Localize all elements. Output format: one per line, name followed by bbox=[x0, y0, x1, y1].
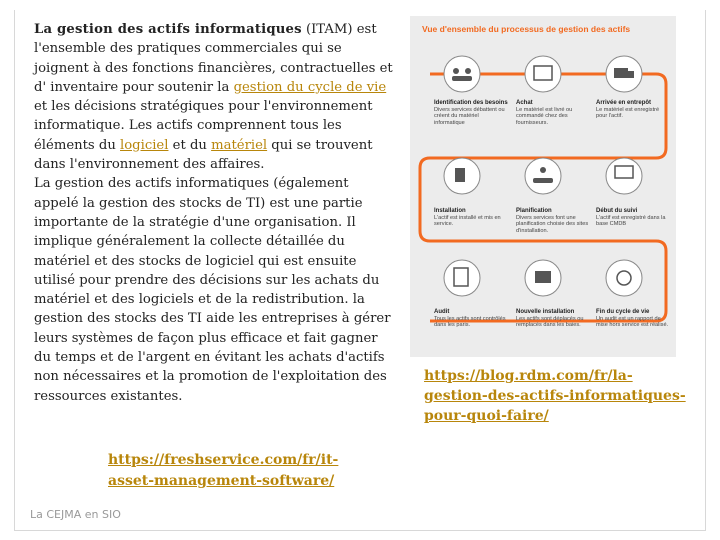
process-infographic bbox=[410, 16, 676, 357]
text-segment: est l'ensemble des pratiques commerciales qui se joignent à des fonctions financières, contractuelles et d' inventaire pour soutenir la bbox=[34, 22, 393, 95]
step-fin-cycle: Fin du cycle de vie Un audit est un rapport de mise hors service est réalisé. bbox=[596, 309, 669, 329]
slide-border-right bbox=[705, 10, 706, 530]
step-nouvelle-installation: Nouvelle installation Les actifs sont déplacés ou remplacés dans les baies. bbox=[516, 309, 584, 329]
link-software[interactable]: logiciel bbox=[120, 137, 169, 153]
process-path bbox=[410, 16, 676, 357]
paragraph-definition bbox=[34, 20, 394, 174]
paragraph-importance: La gestion des actifs informatiques (également appelé la gestion des stocks de TI) est une partie importante de la stratégie d'une organisation. Il implique généralement la collecte détaillée du matériel et des stocks de logiciel qui est ensuite utilisé pour prendre des décisions sur les achats du matériel et des logiciels et de la redistribution. la gestion des stocks des TI aide les entreprises à gérer leurs systèmes de façon plus efficace et fait gagner du temps et de l'argent en évitant les achats d'actifs non nécessaires et la promotion de l'exploitation des ressources existantes. bbox=[34, 176, 391, 404]
slide-border-left bbox=[14, 10, 15, 530]
footer-label: La CEJMA en SIO bbox=[30, 508, 121, 521]
main-text-block bbox=[34, 20, 394, 406]
slide-border-bottom bbox=[14, 530, 706, 531]
step-achat: Achat Le matériel est livré ou commandé chez des fournisseurs. bbox=[516, 100, 573, 126]
text-segment: qui se trouvent dans l'environnement des affaires. bbox=[34, 137, 373, 173]
itam-acronym: (ITAM) bbox=[301, 22, 353, 37]
infographic-title: Vue d'ensemble du processus de gestion des actifs bbox=[422, 24, 631, 34]
step-planification: Planification Divers services font une planification choisie des sites d'installation. bbox=[516, 208, 589, 234]
step-suivi: Début du suivi L'actif est enregistré dans la base CMDB bbox=[596, 208, 666, 228]
step-arrivee: Arrivée en entrepôt Le matériel est enregistré pour l'actif. bbox=[596, 100, 660, 120]
link-hardware[interactable]: matériel bbox=[211, 137, 268, 153]
itam-title: La gestion des actifs informatiques bbox=[34, 22, 302, 37]
step-identification: Identification des besoins Divers services débattent ou créent du matériel informatique bbox=[434, 100, 508, 126]
step-installation: Installation L'actif est installé et mis en service. bbox=[434, 208, 501, 228]
text-segment: et du bbox=[168, 137, 212, 153]
link-lifecycle[interactable]: gestion du cycle de vie bbox=[233, 79, 387, 95]
text-segment: et les décisions stratégiques pour l'environnement informatique. Les actifs comprennent tous les éléments du bbox=[34, 99, 373, 153]
source-link-freshservice[interactable]: https://freshservice.com/fr/it-asset-management-software/ bbox=[108, 452, 339, 489]
step-audit: Audit Tous les actifs sont contrôlés dans les paris. bbox=[434, 309, 506, 329]
source-link-rdm[interactable]: https://blog.rdm.com/fr/la-gestion-des-actifs-informatiques-pour-quoi-faire/ bbox=[424, 368, 686, 424]
